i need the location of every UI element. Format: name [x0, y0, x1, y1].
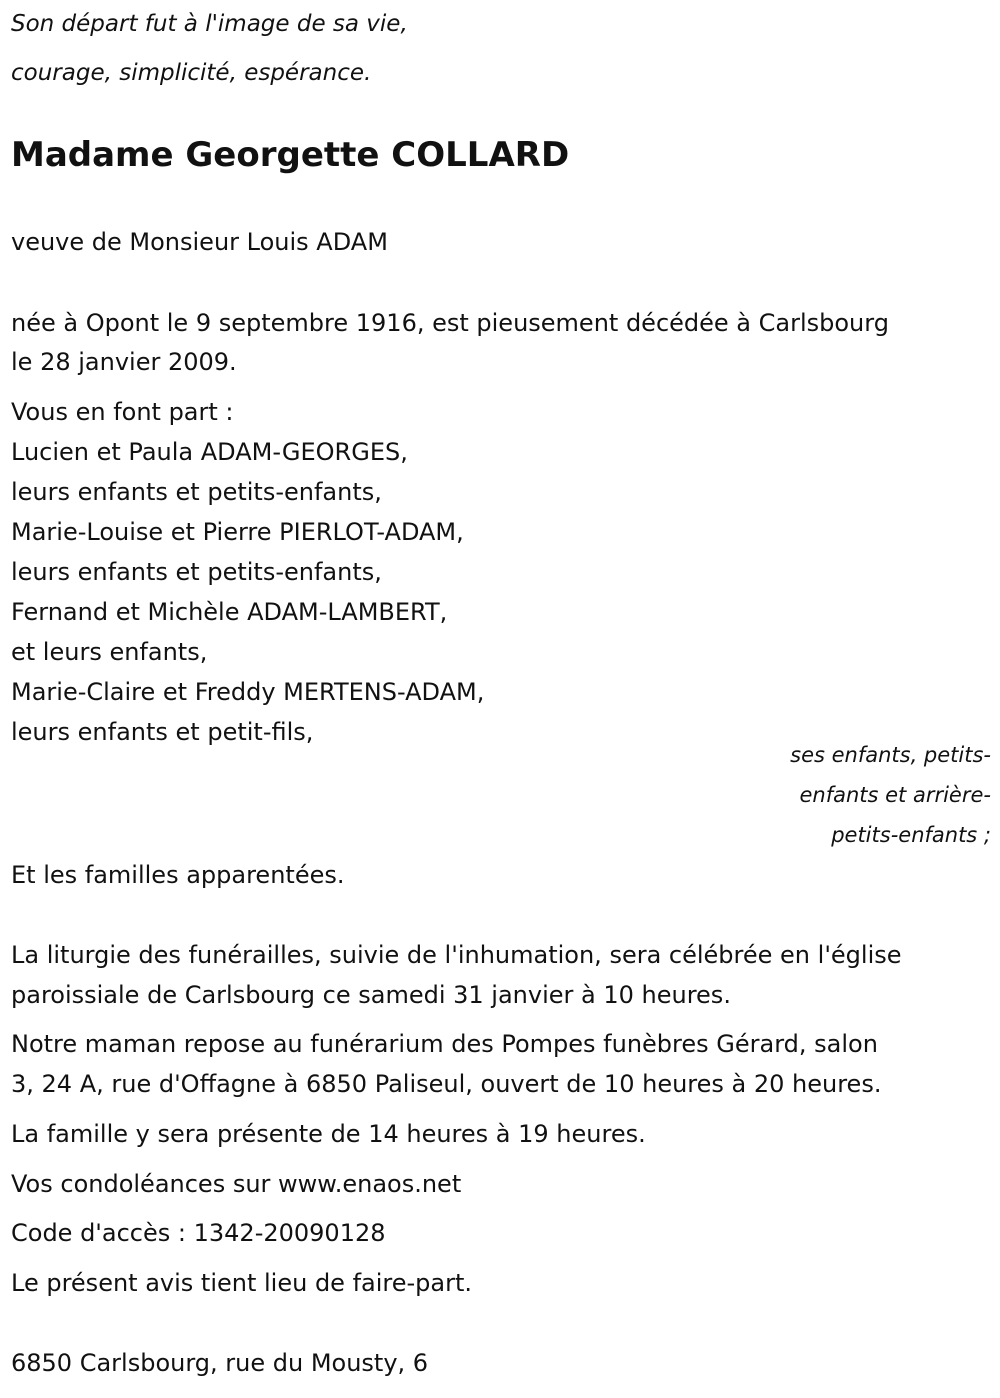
birth-death-line-2: le 28 janvier 2009. [11, 348, 237, 376]
notice-text: Le présent avis tient lieu de faire-part. [11, 1269, 473, 1297]
family-line: et leurs enfants, [11, 638, 208, 666]
family-presence: La famille y sera présente de 14 heures à 19 heures. [11, 1120, 646, 1148]
family-summary-line: petits-enfants ; [831, 823, 991, 847]
funeral-line-1: La liturgie des funérailles, suivie de l'inhumation, sera célébrée en l'église [11, 941, 902, 969]
repose-line-1: Notre maman repose au funérarium des Pompes funèbres Gérard, salon [11, 1030, 878, 1058]
condolences-text: Vos condoléances sur www.enaos.net [11, 1170, 462, 1198]
family-summary-line: ses enfants, petits- [790, 743, 991, 767]
announcement-intro: Vous en font part : [11, 398, 234, 426]
access-code: Code d'accès : 1342-20090128 [11, 1219, 386, 1247]
family-line: leurs enfants et petit-fils, [11, 718, 314, 746]
deceased-name: Madame Georgette COLLARD [11, 135, 570, 175]
funeral-line-2: paroissiale de Carlsbourg ce samedi 31 janvier à 10 heures. [11, 981, 731, 1009]
widow-of: veuve de Monsieur Louis ADAM [11, 228, 388, 256]
family-line: Marie-Claire et Freddy MERTENS-ADAM, [11, 678, 485, 706]
family-line: leurs enfants et petits-enfants, [11, 558, 382, 586]
family-line: Lucien et Paula ADAM-GEORGES, [11, 438, 408, 466]
family-line: Marie-Louise et Pierre PIERLOT-ADAM, [11, 518, 464, 546]
epigraph-line-2: courage, simplicité, espérance. [11, 60, 372, 86]
family-line: leurs enfants et petits-enfants, [11, 478, 382, 506]
epigraph-line-1: Son départ fut à l'image de sa vie, [11, 11, 408, 37]
related-families: Et les familles apparentées. [11, 861, 345, 889]
birth-death-line-1: née à Opont le 9 septembre 1916, est pieusement décédée à Carlsbourg [11, 309, 889, 337]
family-line: Fernand et Michèle ADAM-LAMBERT, [11, 598, 448, 626]
family-summary-line: enfants et arrière- [799, 783, 991, 807]
repose-line-2: 3, 24 A, rue d'Offagne à 6850 Paliseul, ouvert de 10 heures à 20 heures. [11, 1070, 882, 1098]
address: 6850 Carlsbourg, rue du Mousty, 6 [11, 1349, 429, 1377]
